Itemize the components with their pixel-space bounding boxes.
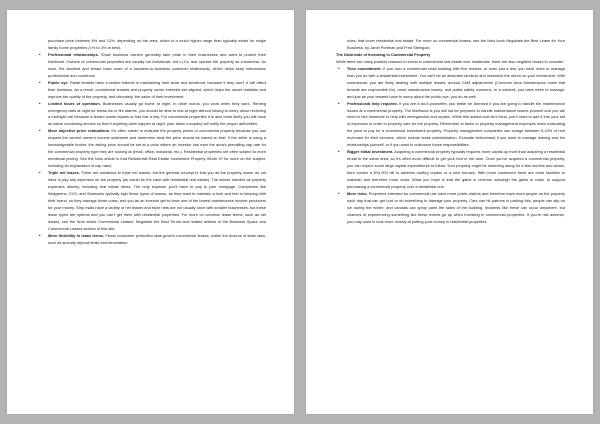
- intro-paragraph: While there are many positive reasons to invest in commercial real estate over residential, there are also negative issues to consider.: [336, 58, 565, 64]
- bullet-text: It's often easier to evaluate the property prices of commercial property because you can request the current owner's income statement and determine what the price should be based on that. If the seller is using a knowledgeable broker, the asking price should be set at a price where an investor can earn the area's prevailing cap rate for the commercial property type they are looking at (retail, office, industrial, etc.). Residential properties are often subject to more emotional pricing. See the Nolo article Is that Residential Real Estate Investment Property Worth It? for more on the subject, including an explanation of cap rates.: [48, 128, 266, 169]
- lead-paragraph: rules, that cover residential real estate. For more on commercial leases, see the Nolo book Negotiate the Best Lease for Your Business, by Janet Portman and Fred Steingold.: [347, 38, 565, 50]
- document-page-right: [306, 10, 593, 414]
- bullet-text: Acquiring a commercial property typically requires more capital up front than acquiring a residential rental in the same area, so it's often more difficult to get your foot in the door. Once you've acquired a commercial property, you can expect some large capital expenditures to follow. Your property might be humming along for a few months and wham, here comes a $10,000 bill to address roofing repairs or a new furnace. With more customers there are more facilities to maintain and therefore more costs. What you hope is that the gains in revenue outweigh the gains in costs, to support purchasing a commercial property over a residential one.: [347, 149, 566, 190]
- bullet-icon: •: [39, 100, 41, 106]
- bullet-title: Bigger initial investment.: [347, 149, 394, 155]
- bullet-list: [336, 66, 565, 226]
- bullet-text: Small business owners generally take pride in their businesses and want to protect their livelihood. Owners of commercial properties are usually not individuals, but LLCs, and operate the property as a business. As such, the landlord and tenant have more of a business-to-business customer relationship, which helps keep interactions professional and courteous.: [48, 51, 266, 78]
- bullet-text: There are variations to triple net leases, but the general concept is that you as the property owner do not have to pay any expenses on the property (as would be the case with residential real estate). The lessee handles all property expenses directly, including real estate taxes. The only expense you'll have to pay is your mortgage. Companies like Walgreens, CVS, and Starbucks typically sign these types of leases, as they want to maintain a look and feel in keeping with their brand, so they manage those costs, and you as an investor get to have one of the lowest maintenance income producers for your money. Strip malls have a variety of net leases and triple nets are not usually done with smaller businesses, but these lease types are optimal and you can't get them with residential properties. For more on common lease terms, such as net leases, see the Nolo article Commercial Leases: Negotiate the Best Terms and related articles in the Business Space and Commercial Leases section of this site.: [48, 170, 266, 231]
- bullet-item: [37, 101, 266, 129]
- bullet-text: If you own a commercial retail building with five tenants, or even just a few, you have more to manage than you do with a residential investment. You can't be an absentee landlord and maximize the return on your investment. With commercial, you are likely dealing with multiple leases, annual CAM adjustments (Common Area Maintenance costs that tenants are responsible for), more maintenance issues, and public safety concerns. In a nutshell, you have more to manage; and just as your tenants have to worry about the public eye, you do as well.: [347, 65, 565, 99]
- bullet-icon: •: [39, 128, 41, 134]
- bullet-title: More risks.: [347, 190, 368, 196]
- bullet-text: If you are a do-it-yourselfer, you better be licensed if you are going to handle the maintenance issues at a commercial property. The likelihood is you will not be prepared to handle maintenance issues yourself and you will need to hire someone to help with emergencies and repairs. While this added cost isn't ideal, you'll need to add it into your set of expenses in order to properly care for the property. Remember to factor in property management expenses when evaluating the price to pay for a commercial investment property. Property management companies can charge between 5-10% of rent revenues for their services, which include lease administration. Evaluate beforehand if you want to manage leasing and the relationships yourself, or if you want to outsource those responsibilities.: [347, 100, 565, 148]
- bullet-title: Professional relationships.: [48, 51, 99, 57]
- bullet-icon: •: [338, 100, 340, 106]
- lead-paragraph: purchase price between 6% and 12%, depending on the area, which is a much higher range than typically exists for single family home properties (1% to 4% at best).: [48, 38, 266, 50]
- bullet-list: [37, 52, 266, 247]
- bullet-title: Triple net leases.: [48, 170, 80, 176]
- bullet-item: [336, 149, 565, 191]
- bullet-title: Time commitment.: [347, 65, 382, 71]
- bullet-item: [37, 52, 266, 80]
- bullet-text: Retail tenants have a vested interest in maintaining their store and storefront, because if they don't, it will affect their business. As a result, commercial tenants and property owner interests are aligned, which helps the owner maintain and improve the quality of the property, and ultimately, the value of their investment.: [48, 79, 266, 99]
- bullet-item: [37, 233, 266, 247]
- bullet-icon: •: [39, 170, 41, 176]
- bullet-text: Fewer consumer protection laws govern commercial leases, unlike the dozens of state laws, such as security deposit limits and termination: [48, 232, 266, 245]
- bullet-title: More flexibility in lease terms.: [48, 232, 105, 238]
- bullet-item: [37, 128, 266, 170]
- bullet-icon: •: [39, 79, 41, 85]
- bullet-icon: •: [39, 51, 41, 57]
- bullet-item: [37, 80, 266, 101]
- bullet-text: Properties intended for commercial use have more public visitors and therefore have more people on the property each day that can get hurt or do something to damage your property. Cars can hit patrons in parking lots, people can slip on ice during the winter, and vandals can spray paint the sides of the building. Incidents like these can occur anywhere, but chances of experiencing something like these events go up when investing in commercial properties. If you're risk adverse, you may want to look more closely at putting your money in residential properties.: [347, 190, 565, 224]
- bullet-item: [37, 170, 266, 233]
- bullet-icon: •: [338, 190, 340, 196]
- bullet-text: Businesses usually go home at night. In other words, you work when they work. Renting emergency calls at night for break-ins or fire alarms, you should be able to rest at night without having to worry about receiving a midnight call because a tenant wants repairs or has lost a key. For commercial properties it is also more likely you will have an alarm monitoring service so that if anything does happen at night, your alarm company will notify the proper authorities.: [48, 100, 266, 127]
- bullet-title: Public eye.: [48, 79, 69, 85]
- bullet-item: [336, 66, 565, 101]
- bullet-icon: •: [338, 65, 340, 71]
- section-heading: The Downside of Investing in Commercial Property: [336, 51, 431, 57]
- document-page-left: [7, 10, 294, 414]
- bullet-icon: •: [338, 149, 340, 155]
- bullet-icon: •: [39, 232, 41, 238]
- bullet-title: Limited hours of operation.: [48, 100, 101, 106]
- bullet-title: Professional help required.: [347, 100, 398, 106]
- bullet-item: [336, 101, 565, 150]
- bullet-title: More objective price evaluations.: [48, 128, 111, 134]
- bullet-item: [336, 191, 565, 226]
